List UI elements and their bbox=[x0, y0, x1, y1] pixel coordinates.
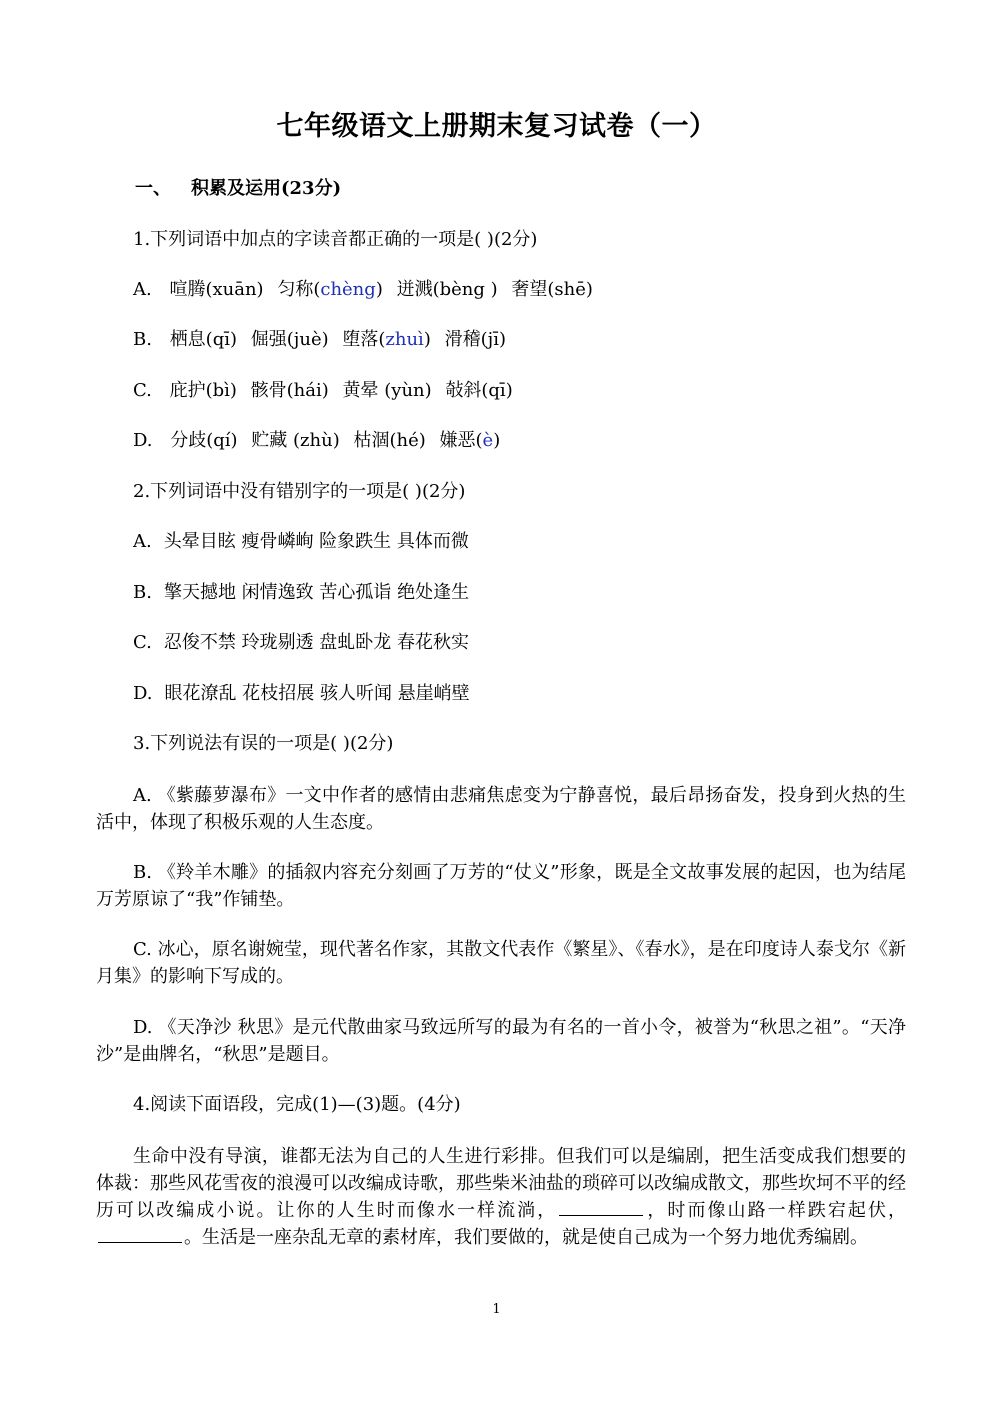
answer-blank-2[interactable] bbox=[98, 1226, 182, 1243]
q1-option-d: D. 分歧(qí) 贮藏 (zhù) 枯涸(hé) 嫌恶(è) bbox=[133, 430, 501, 451]
section-number: 一、 bbox=[135, 178, 171, 199]
q4-stem: 4.阅读下面语段，完成(1)—(3)题。(4分) bbox=[133, 1094, 461, 1115]
answer-blank-1[interactable] bbox=[559, 1199, 643, 1216]
section-label: 积累及运用(23分) bbox=[191, 178, 342, 199]
highlighted-pinyin: è bbox=[482, 430, 494, 451]
q3-option-b: B. 《羚羊木雕》的插叙内容充分刻画了万芳的“仗义”形象，既是全文故事发展的起因，也为结尾万芳原谅了“我”作铺垫。 bbox=[96, 862, 906, 910]
q1-option-b: B. 栖息(qī) 倔强(juè) 堕落(zhuì) 滑稽(jī) bbox=[133, 329, 506, 350]
q3-option-c: C. 冰心，原名谢婉莹，现代著名作家，其散文代表作《繁星》、《春水》，是在印度诗人泰戈尔《新月集》的影响下写成的。 bbox=[96, 939, 906, 987]
q2-option-b: B. 擎天撼地 闲情逸致 苦心孤诣 绝处逢生 bbox=[133, 582, 470, 603]
q2-option-c: C. 忍俊不禁 玲珑剔透 盘虬卧龙 春花秋实 bbox=[133, 632, 470, 653]
q1-option-c: C. 庇护(bì) 骸骨(hái) 黄晕 (yùn) 敧斜(qī) bbox=[133, 380, 513, 401]
q2-option-a: A. 头晕目眩 瘦骨嶙峋 险象跌生 具体而微 bbox=[133, 531, 469, 552]
q3-stem: 3.下列说法有误的一项是( )(2分) bbox=[133, 733, 394, 754]
highlighted-pinyin: chèng bbox=[320, 279, 376, 300]
page-number: 1 bbox=[492, 1302, 501, 1317]
q2-stem: 2.下列词语中没有错别字的一项是( )(2分) bbox=[133, 481, 466, 502]
q3-option-d: D. 《天净沙 秋思》是元代散曲家马致远所写的最为有名的一首小令，被誉为“秋思之祖”。“天净沙”是曲牌名，“秋思”是题目。 bbox=[96, 1017, 906, 1065]
q1-stem: 1.下列词语中加点的字读音都正确的一项是( )(2分) bbox=[133, 229, 538, 250]
highlighted-pinyin: zhuì bbox=[385, 329, 424, 350]
q1-option-a: A. 喧腾(xuān) 匀称(chèng) 迸溅(bèng ) 奢望(shē) bbox=[133, 279, 593, 300]
q2-option-d: D. 眼花潦乱 花枝招展 骇人听闻 悬崖峭壁 bbox=[133, 683, 470, 704]
q3-option-a: A. 《紫藤萝瀑布》一文中作者的感情由悲痛焦虑变为宁静喜悦，最后昂扬奋发，投身到火热的生活中，体现了积极乐观的人生态度。 bbox=[96, 785, 906, 833]
q4-passage: 生命中没有导演，谁都无法为自己的人生进行彩排。但我们可以是编剧，把生活变成我们想要的体裁：那些风花雪夜的浪漫可以改编成诗歌，那些柴米油盐的琐碎可以改编成散文，那些坎坷不平的经历可以改编成小说。让你的人生时而像水一样流淌， ，时而像山路一样跌宕起伏，。生活是一座杂乱无章的素材库，我们要做的，就是使自己成为一个努力地优秀编剧。 bbox=[96, 1146, 907, 1248]
section-heading bbox=[135, 174, 341, 204]
page-title: 七年级语文上册期末复习试卷（一） bbox=[276, 111, 717, 142]
